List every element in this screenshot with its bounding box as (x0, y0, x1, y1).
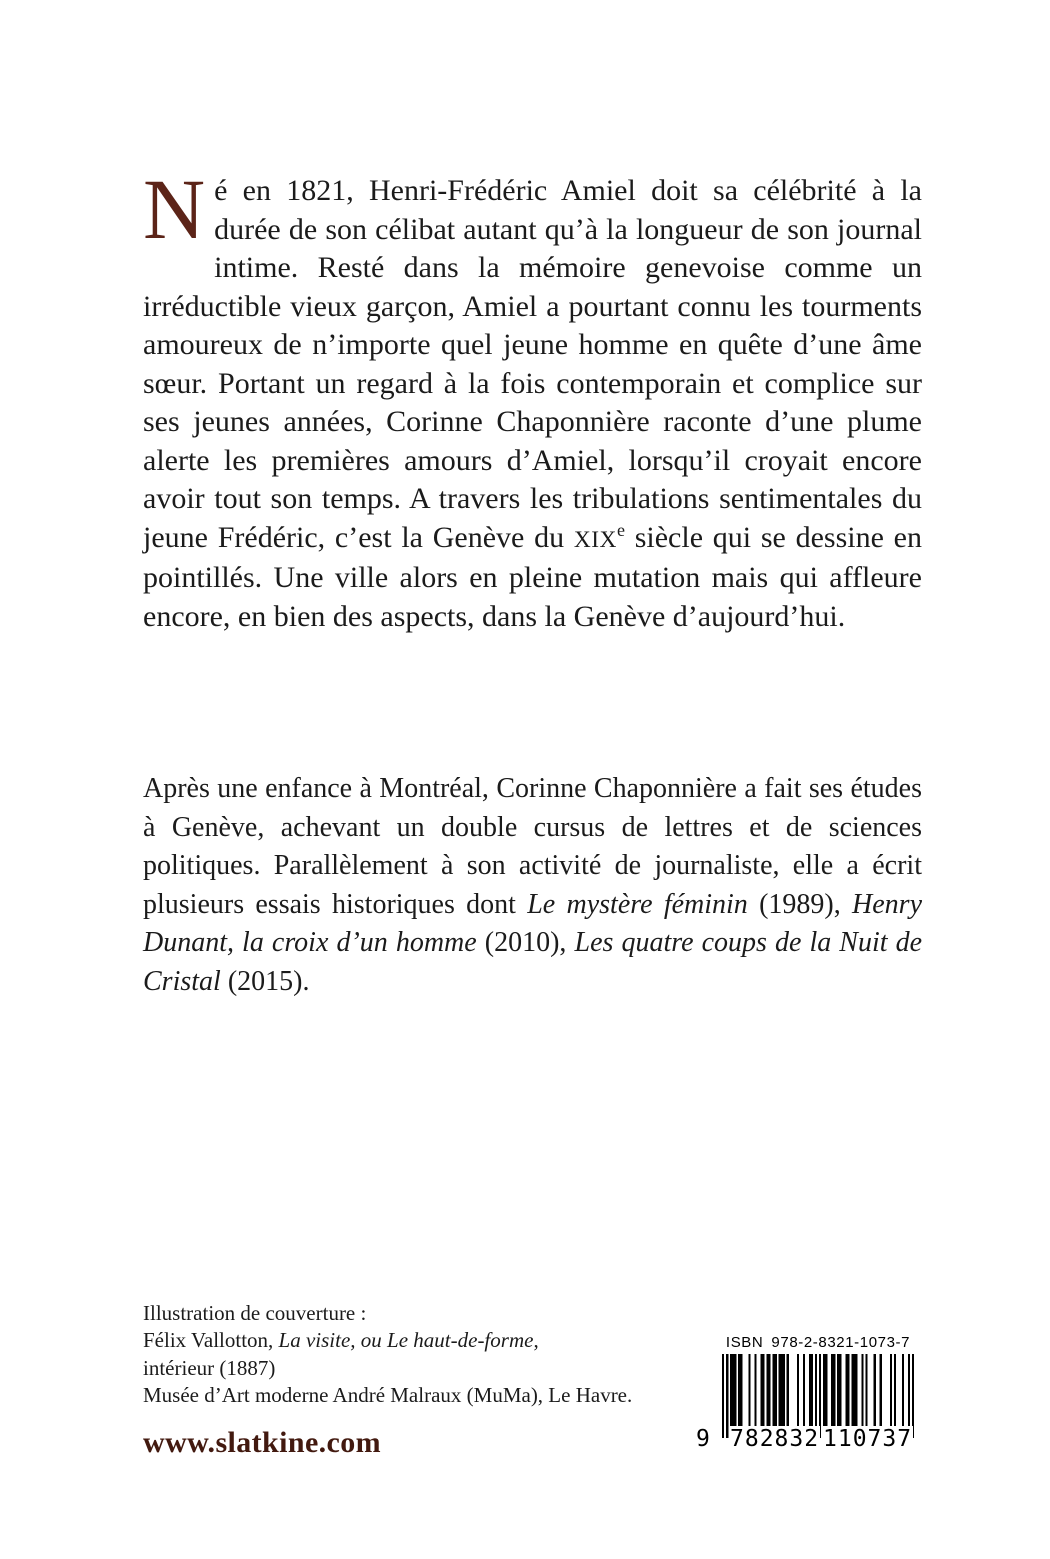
isbn-barcode-block (696, 1334, 914, 1452)
ean13-barcode-bars (696, 1354, 914, 1452)
text-segment: Félix Vallotton, (143, 1328, 279, 1353)
text-segment: é en 1821, Henri-Frédéric Amiel doit sa célébrité à la durée de son célibat autant qu’à la longueur de son journal intime. Resté dans la mémoire genevoise comme un irréductible vieux garçon, Amiel a pourtant connu les tourments amoureux de n’importe quel jeune homme en quête d’une âme sœur. Portant un regard à la fois contemporain et complice sur ses jeunes années, Corinne Chaponnière raconte d’une plume alerte les premières amours d’Amiel, lorsqu’il croyait encore avoir tout son temps. A travers les tribulations sentimentales du jeune Frédéric, c’est la Genève du (143, 174, 922, 554)
synopsis-text (143, 161, 922, 633)
synopsis-paragraph (143, 161, 922, 636)
text-segment: Illustration de couverture : (143, 1301, 367, 1325)
text-segment: XIX (573, 526, 617, 553)
credit-line (143, 1300, 703, 1327)
text-segment: (2015). (220, 965, 310, 997)
text-segment: Après une enfance à Montréal, Corinne Chaponnière a fait ses études à Genève, achevant un double cursus de lettres et de sciences politiques. Parallèlement à son activité de journaliste, elle a écrit plusieurs essais historiques dont (143, 773, 922, 920)
text-segment: (2010), (476, 927, 575, 958)
isbn-label: ISBN 978-2-8321-1073-7 (725, 1334, 911, 1351)
text-segment: siècle qui se dessine en pointillés. Une ville alors en pleine mutation mais qui affleure encore, en bien des aspects, dans la Genève d’aujourd’hui. (143, 520, 922, 633)
text-segment: (1989), (747, 888, 853, 920)
text-segment: Les quatre coups de la Nuit de Cristal (143, 927, 923, 997)
text-segment: Musée d’Art moderne André Malraux (MuMa), Le Havre. (143, 1382, 633, 1407)
cover-credits (143, 1300, 703, 1409)
ean-right-group: 110737 (823, 1426, 913, 1452)
credit-line (143, 1382, 703, 1409)
text-segment: intérieur (1887) (143, 1355, 276, 1380)
publisher-website: www.slatkine.com (143, 1426, 382, 1459)
text-segment: La visite, ou Le haut-de-forme (278, 1328, 534, 1353)
credit-line (143, 1355, 703, 1382)
text-segment: Le mystère féminin (527, 888, 748, 920)
author-bio-paragraph (143, 770, 922, 1001)
text-segment: e (616, 519, 625, 540)
credit-line (143, 1327, 703, 1354)
ean-digits (696, 1426, 914, 1454)
text-segment: , (533, 1328, 539, 1353)
ean-left-group: 782832 (730, 1426, 820, 1452)
text-segment: Henry Dunant, la croix d’un homme (143, 888, 923, 958)
ean-first-digit: 9 (696, 1426, 711, 1452)
drop-cap: N (143, 161, 206, 257)
